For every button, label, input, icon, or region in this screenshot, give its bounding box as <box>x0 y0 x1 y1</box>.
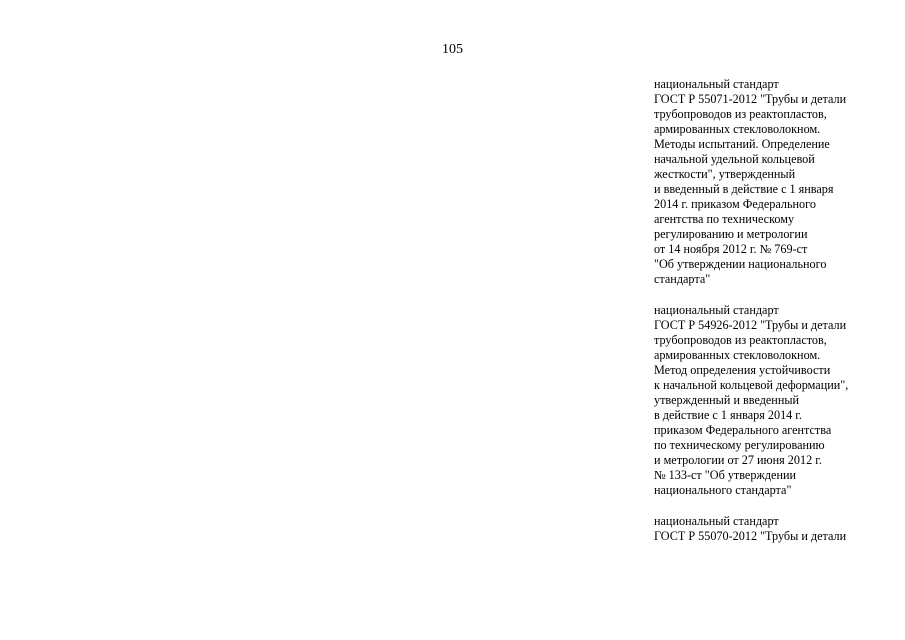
entry-line: № 133-ст "Об утверждении <box>654 468 797 482</box>
entry-line: национальный стандарт <box>654 514 779 528</box>
entry-line: начальной удельной кольцевой <box>654 152 815 166</box>
entry-line: и введенный в действие с 1 января <box>654 182 834 196</box>
entry-line: национальный стандарт <box>654 77 779 91</box>
entry-line: и метрологии от 27 июня 2012 г. <box>654 453 822 467</box>
entry-line: стандарта" <box>654 272 711 286</box>
entry-line: трубопроводов из реактопластов, <box>654 333 827 347</box>
entry-line: "Об утверждении национального <box>654 257 827 271</box>
entry-line: национальный стандарт <box>654 303 779 317</box>
entry-line: трубопроводов из реактопластов, <box>654 107 827 121</box>
entry-line: жесткости", утвержденный <box>654 167 796 181</box>
entry-line: регулированию и метрологии <box>654 227 808 241</box>
standard-entry-1 <box>654 77 899 287</box>
standards-list <box>654 77 899 560</box>
entry-line: агентства по техническому <box>654 212 795 226</box>
entry-line: в действие с 1 января 2014 г. <box>654 408 802 422</box>
entry-line: ГОСТ Р 55070-2012 "Трубы и детали <box>654 529 847 543</box>
entry-line: армированных стекловолокном. <box>654 348 821 362</box>
entry-line: к начальной кольцевой деформации", <box>654 378 849 392</box>
entry-line: ГОСТ Р 54926-2012 "Трубы и детали <box>654 318 847 332</box>
standard-entry-3 <box>654 514 899 544</box>
entry-line: 2014 г. приказом Федерального <box>654 197 816 211</box>
entry-line: Метод определения устойчивости <box>654 363 831 377</box>
entry-line: Методы испытаний. Определение <box>654 137 830 151</box>
entry-line: утвержденный и введенный <box>654 393 800 407</box>
entry-line: по техническому регулированию <box>654 438 825 452</box>
entry-line: от 14 ноября 2012 г. № 769-ст <box>654 242 808 256</box>
entry-line: приказом Федерального агентства <box>654 423 832 437</box>
entry-line: армированных стекловолокном. <box>654 122 821 136</box>
standard-entry-2 <box>654 303 899 498</box>
entry-line: национального стандарта" <box>654 483 792 497</box>
entry-line: ГОСТ Р 55071-2012 "Трубы и детали <box>654 92 847 106</box>
page-number: 105 <box>442 42 463 57</box>
